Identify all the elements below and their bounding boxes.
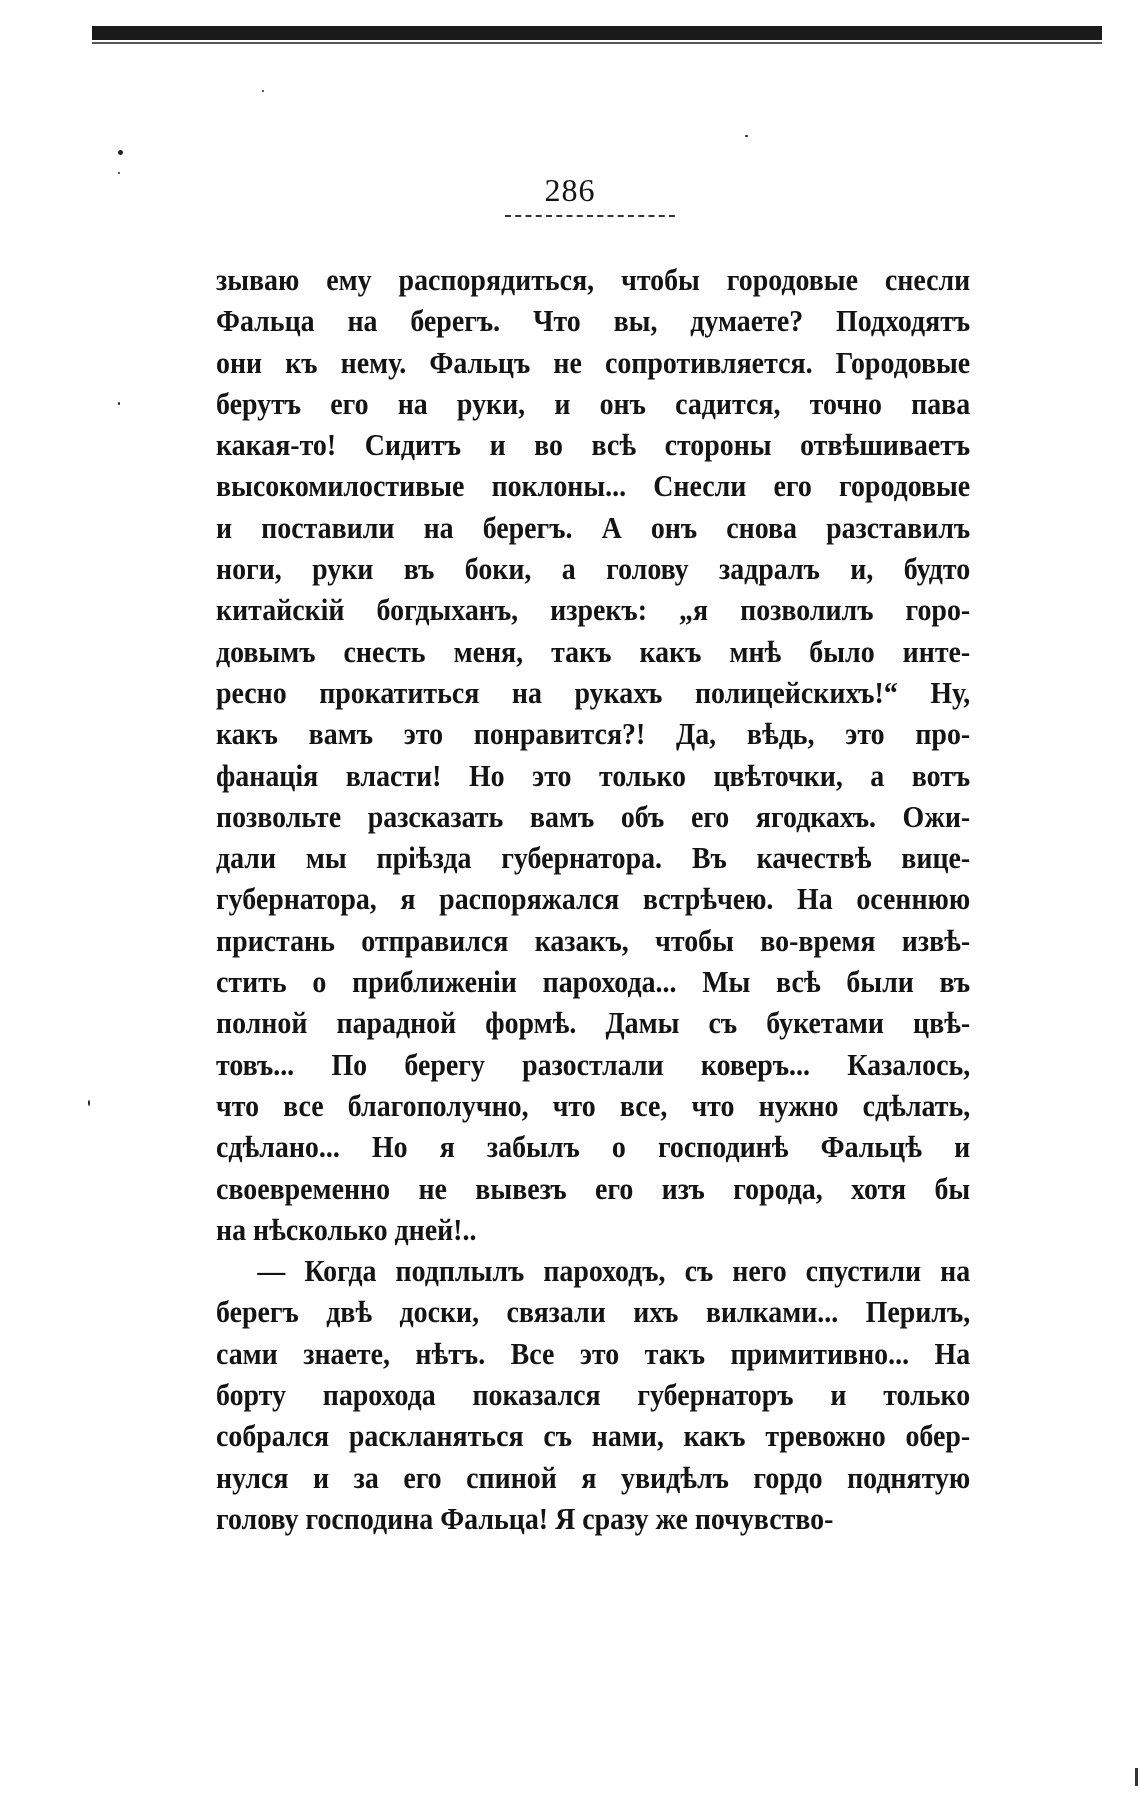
paragraph bbox=[216, 259, 971, 1250]
page-edge-mark bbox=[1135, 1768, 1138, 1786]
text-line: Фальца на берегъ. Что вы, думаете? Подходятъ bbox=[216, 303, 971, 339]
paragraph bbox=[216, 1250, 971, 1539]
text-line: стить о приближеніи парохода... Мы всѣ были въ bbox=[216, 964, 971, 1000]
text-line: пристань отправился казакъ, чтобы во-время извѣ- bbox=[216, 922, 971, 958]
text-line: что все благополучно, что все, что нужно сдѣлать, bbox=[216, 1087, 971, 1123]
text-line: борту парохода показался губернаторъ и только bbox=[216, 1377, 971, 1413]
page-number-rule bbox=[505, 215, 675, 217]
text-line: какая-то! Сидитъ и во всѣ стороны отвѣшиваетъ bbox=[216, 427, 971, 463]
page-number: 286 bbox=[544, 172, 596, 208]
text-line: нулся и за его спиной я увидѣлъ гордо поднятую bbox=[216, 1459, 971, 1495]
text-line: собрался раскланяться съ нами, какъ тревожно обер- bbox=[216, 1418, 971, 1454]
text-line: ресно прокатиться на рукахъ полицейскихъ!“ Ну, bbox=[216, 674, 971, 710]
print-speck bbox=[118, 402, 120, 405]
text-line: на нѣсколько дней!.. bbox=[216, 1211, 477, 1247]
text-line: какъ вамъ это понравится?! Да, вѣдь, это про- bbox=[216, 716, 971, 752]
text-line: голову господина Фальца! Я сразу же почувство- bbox=[216, 1500, 834, 1536]
print-speck bbox=[88, 1100, 90, 1106]
text-line: фанація власти! Но это только цвѣточки, а вотъ bbox=[216, 757, 971, 793]
text-line: берегъ двѣ доски, связали ихъ вилками... Перилъ, bbox=[216, 1294, 971, 1330]
text-line: товъ... По берегу разостлали коверъ... Казалось, bbox=[216, 1046, 971, 1082]
print-speck bbox=[745, 135, 748, 137]
text-line: губернатора, я распоряжался встрѣчею. На осеннюю bbox=[216, 881, 971, 917]
top-border-thin-rule bbox=[92, 42, 1102, 44]
print-speck bbox=[118, 150, 123, 155]
text-line: позвольте разсказать вамъ объ его ягодкахъ. Ожи- bbox=[216, 798, 971, 834]
text-line: зываю ему распорядиться, чтобы городовые снесли bbox=[216, 262, 971, 297]
text-line: китайскій богдыханъ, изрекъ: „я позволилъ горо- bbox=[216, 592, 971, 628]
text-line: они къ нему. Фальцъ не сопротивляется. Городовые bbox=[216, 344, 971, 380]
print-speck bbox=[262, 90, 264, 92]
text-line: и поставили на берегъ. А онъ снова разставилъ bbox=[216, 509, 971, 545]
text-line: своевременно не вывезъ его изъ города, хотя бы bbox=[216, 1170, 971, 1206]
body-text bbox=[216, 259, 971, 1539]
text-line: берутъ его на руки, и онъ садится, точно пава bbox=[216, 385, 971, 421]
top-border-rule bbox=[92, 26, 1102, 40]
text-line: — Когда подплылъ пароходъ, съ него спустили на bbox=[257, 1253, 971, 1289]
text-line: сами знаете, нѣтъ. Все это такъ примитивно... На bbox=[216, 1335, 971, 1371]
text-line: сдѣлано... Но я забылъ о господинѣ Фальцѣ и bbox=[216, 1129, 971, 1165]
text-line: полной парадной формѣ. Дамы съ букетами цвѣ- bbox=[216, 1005, 971, 1041]
text-line: ноги, руки въ боки, а голову задралъ и, будто bbox=[216, 551, 971, 587]
text-line: дали мы пріѣзда губернатора. Въ качествѣ вице- bbox=[216, 840, 971, 876]
text-line: довымъ снесть меня, такъ какъ мнѣ было инте- bbox=[216, 633, 971, 669]
text-line: высокомилостивые поклоны... Снесли его городовые bbox=[216, 468, 971, 504]
